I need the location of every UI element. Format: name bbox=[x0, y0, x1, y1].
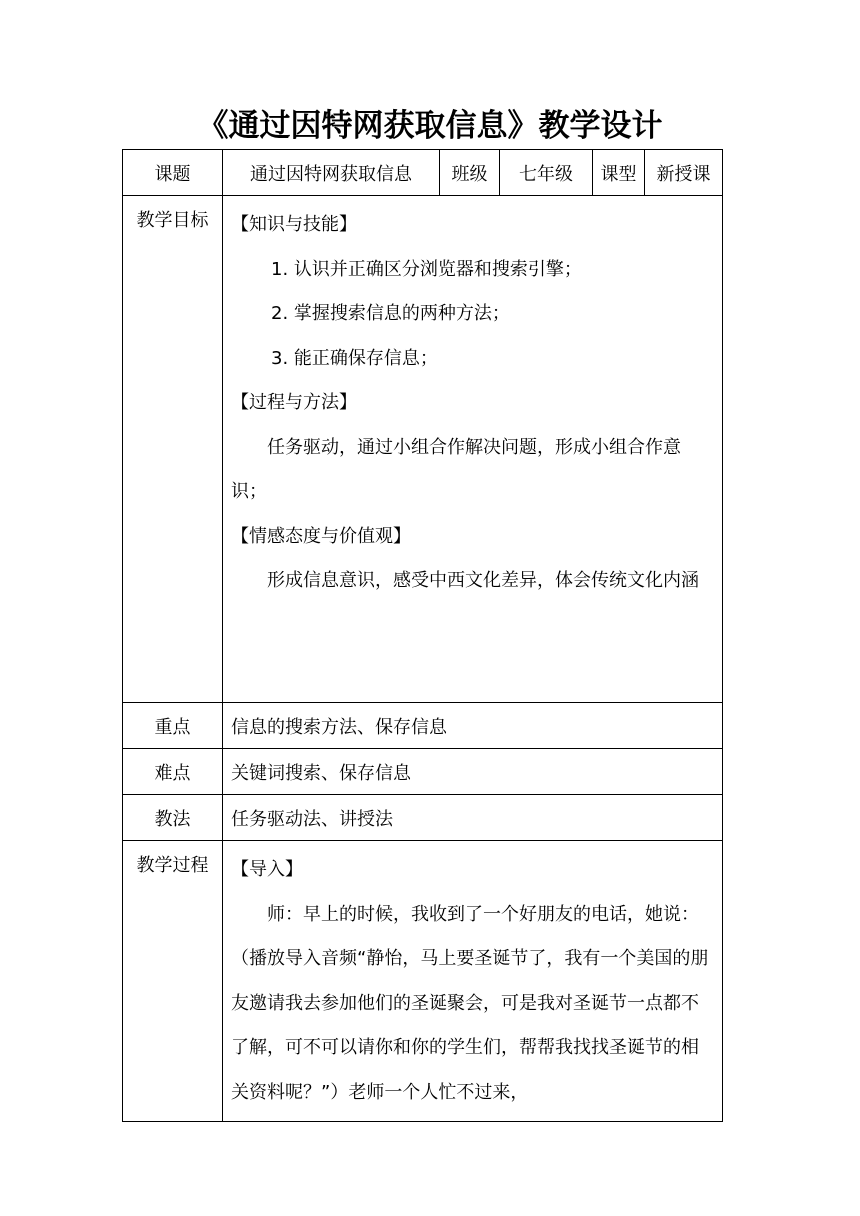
methods-label: 教法 bbox=[123, 795, 223, 841]
emotion-heading: 【情感态度与价值观】 bbox=[231, 525, 411, 547]
process-content bbox=[223, 841, 723, 1122]
type-value: 新授课 bbox=[645, 150, 723, 196]
intro-heading: 【导入】 bbox=[231, 859, 303, 880]
key-points-row bbox=[123, 703, 723, 749]
methods-row bbox=[123, 795, 723, 841]
document-title: 《通过因特网获取信息》教学设计 bbox=[197, 108, 663, 144]
knowledge-item-3: 3. 能正确保存信息； bbox=[271, 347, 438, 369]
topic-label: 课题 bbox=[123, 150, 223, 196]
goals-label: 教学目标 bbox=[123, 196, 223, 703]
goals-row bbox=[123, 196, 723, 703]
process-method-heading: 【过程与方法】 bbox=[231, 392, 357, 413]
emotion-text: 形成信息意识，感受中西文化差异，体会传统文化内涵 bbox=[267, 570, 699, 591]
methods-value: 任务驱动法、讲授法 bbox=[223, 795, 723, 841]
type-label: 课型 bbox=[593, 150, 645, 196]
difficulties-value: 关键词搜索、保存信息 bbox=[223, 749, 723, 795]
process-row bbox=[123, 841, 723, 1122]
class-value: 七年级 bbox=[500, 150, 593, 196]
difficulties-row bbox=[123, 749, 723, 795]
process-method-text: 任务驱动，通过小组合作解决问题，形成小组合作意识； bbox=[231, 436, 681, 502]
goals-content bbox=[223, 196, 723, 703]
class-label: 班级 bbox=[440, 150, 500, 196]
process-label: 教学过程 bbox=[123, 841, 223, 1122]
key-points-value: 信息的搜索方法、保存信息 bbox=[223, 703, 723, 749]
lesson-plan-table bbox=[122, 149, 723, 1122]
knowledge-item-2: 2. 掌握搜索信息的两种方法； bbox=[271, 303, 510, 324]
key-points-label: 重点 bbox=[123, 703, 223, 749]
intro-text: 师：早上的时候，我收到了一个好朋友的电话，她说：（播放导入音频“静怡，马上要圣诞节了，我有一个美国的朋友邀请我去参加他们的圣诞聚会，可是我对圣诞节一点都不了解，可不可以请你和你的学生们，帮帮我找找圣诞节的相关资料呢？”）老师一个人忙不过来， bbox=[231, 903, 709, 1103]
knowledge-item-1: 1. 认识并正确区分浏览器和搜索引擎； bbox=[271, 258, 582, 280]
header-row bbox=[123, 150, 723, 196]
difficulties-label: 难点 bbox=[123, 749, 223, 795]
topic-value: 通过因特网获取信息 bbox=[223, 150, 440, 196]
knowledge-heading: 【知识与技能】 bbox=[231, 214, 357, 235]
